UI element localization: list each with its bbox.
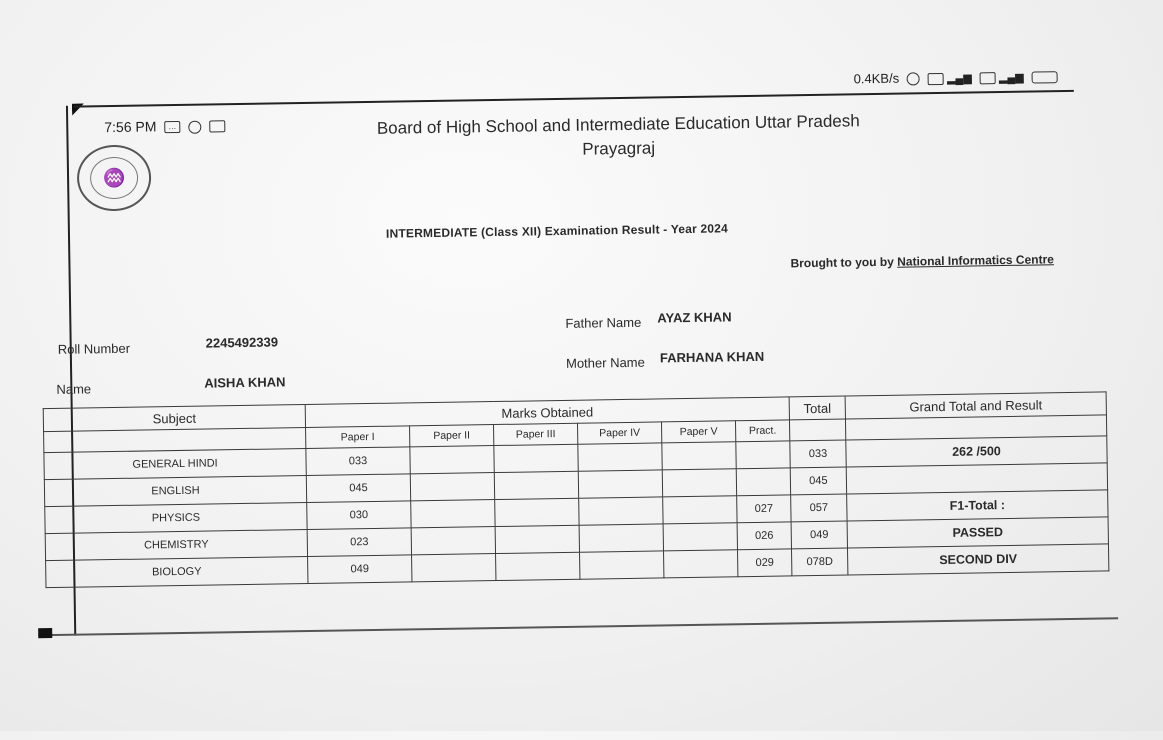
pract-cell: 027 <box>737 495 791 523</box>
empty-cell <box>410 446 494 474</box>
empty-cell <box>496 552 580 580</box>
marks-obtained-header: Marks Obtained <box>305 397 789 428</box>
status-bar-left <box>104 117 225 135</box>
status-time: 7:56 PM <box>104 118 157 136</box>
subject-cell: CHEMISTRY <box>45 529 307 560</box>
page-corner-mark-bottom <box>38 628 52 638</box>
brought-by <box>790 252 1054 270</box>
paper1-cell: 049 <box>308 555 412 584</box>
total-cell: 049 <box>791 521 847 549</box>
empty-cell <box>495 498 579 526</box>
result-cell <box>846 463 1107 494</box>
nic-link[interactable]: National Informatics Centre <box>897 252 1054 269</box>
exam-title: INTERMEDIATE (Class XII) Examination Result - Year 2024 <box>385 221 729 241</box>
empty-cell <box>662 469 736 497</box>
total-cell: 033 <box>790 440 846 468</box>
total-cell: 078D <box>791 548 847 576</box>
father-name-label: Father Name <box>565 314 642 331</box>
brought-prefix: Brought to you by <box>790 254 894 271</box>
emblem-icon: ♒ <box>90 157 139 200</box>
roll-number-label: Roll Number <box>57 340 131 357</box>
screen-bottom-edge <box>38 617 1118 636</box>
roll-number-value: 2245492339 <box>205 334 279 351</box>
total-cell: 045 <box>790 467 846 495</box>
empty-cell <box>411 500 495 528</box>
signal-icon: ▂▄▆ <box>946 72 972 85</box>
empty-cell <box>410 473 494 501</box>
whatsapp-icon <box>188 120 201 133</box>
empty-cell <box>579 524 663 552</box>
subject-header: Subject <box>43 405 305 432</box>
alarm-icon <box>907 72 920 85</box>
total-header: Total <box>789 396 845 420</box>
empty-cell <box>411 527 495 555</box>
total-cell: 057 <box>791 494 847 522</box>
empty-cell <box>494 471 578 499</box>
pract-cell <box>736 468 790 496</box>
paper5-header: Paper V <box>661 421 735 443</box>
pract-cell <box>736 441 790 469</box>
mother-name-label: Mother Name <box>565 354 645 371</box>
paper4-header: Paper IV <box>577 422 661 444</box>
message-icon: … <box>164 121 180 133</box>
paper1-cell: 045 <box>306 474 410 503</box>
empty-cell <box>664 550 738 578</box>
subject-cell: GENERAL HINDI <box>44 449 306 480</box>
total-subheader-blank <box>789 419 845 441</box>
subject-cell: ENGLISH <box>44 475 306 506</box>
subject-cell: PHYSICS <box>45 502 307 533</box>
paper1-cell: 030 <box>307 501 411 530</box>
result-cell: F1-Total : <box>847 490 1108 521</box>
empty-cell <box>663 523 737 551</box>
up-government-logo <box>77 144 152 211</box>
father-name-value: AYAZ KHAN <box>657 309 732 326</box>
screen-top-edge <box>74 90 1074 108</box>
board-city: Prayagraj <box>582 138 656 159</box>
empty-cell <box>578 443 662 471</box>
battery-icon <box>1031 71 1057 83</box>
name-value: AISHA KHAN <box>204 374 286 391</box>
empty-cell <box>663 496 737 524</box>
empty-cell <box>578 470 662 498</box>
mother-name-value: FARHANA KHAN <box>659 348 765 366</box>
marks-table <box>43 391 1110 588</box>
result-cell: PASSED <box>847 517 1108 548</box>
pract-header: Pract. <box>735 420 789 442</box>
empty-cell <box>494 444 578 472</box>
volte-icon-2 <box>979 72 995 84</box>
empty-cell <box>412 554 496 582</box>
empty-cell <box>580 551 664 579</box>
result-cell: 262 /500 <box>846 436 1107 467</box>
paper2-header: Paper II <box>410 425 494 447</box>
network-speed: 0.4KB/s <box>853 70 900 87</box>
name-label: Name <box>56 381 92 397</box>
result-cell: SECOND DIV <box>847 544 1108 575</box>
paper1-header: Paper I <box>306 426 410 449</box>
status-bar-right <box>854 68 1058 86</box>
paper3-header: Paper III <box>494 423 578 445</box>
board-title <box>348 109 889 165</box>
pract-cell: 029 <box>738 549 792 577</box>
volte-icon <box>927 73 943 85</box>
board-name: Board of High School and Intermediate Education Uttar Pradesh <box>376 111 860 138</box>
paper1-cell: 023 <box>307 528 411 557</box>
empty-cell <box>579 497 663 525</box>
paper1-cell: 033 <box>306 447 410 476</box>
empty-cell <box>495 525 579 553</box>
signal-icon-2: ▂▄▆ <box>998 71 1024 85</box>
pract-cell: 026 <box>737 522 791 550</box>
subject-cell: BIOLOGY <box>46 556 308 587</box>
grand-total-header: Grand Total and Result <box>845 392 1106 419</box>
notification-icon <box>209 121 225 133</box>
empty-cell <box>662 442 736 470</box>
